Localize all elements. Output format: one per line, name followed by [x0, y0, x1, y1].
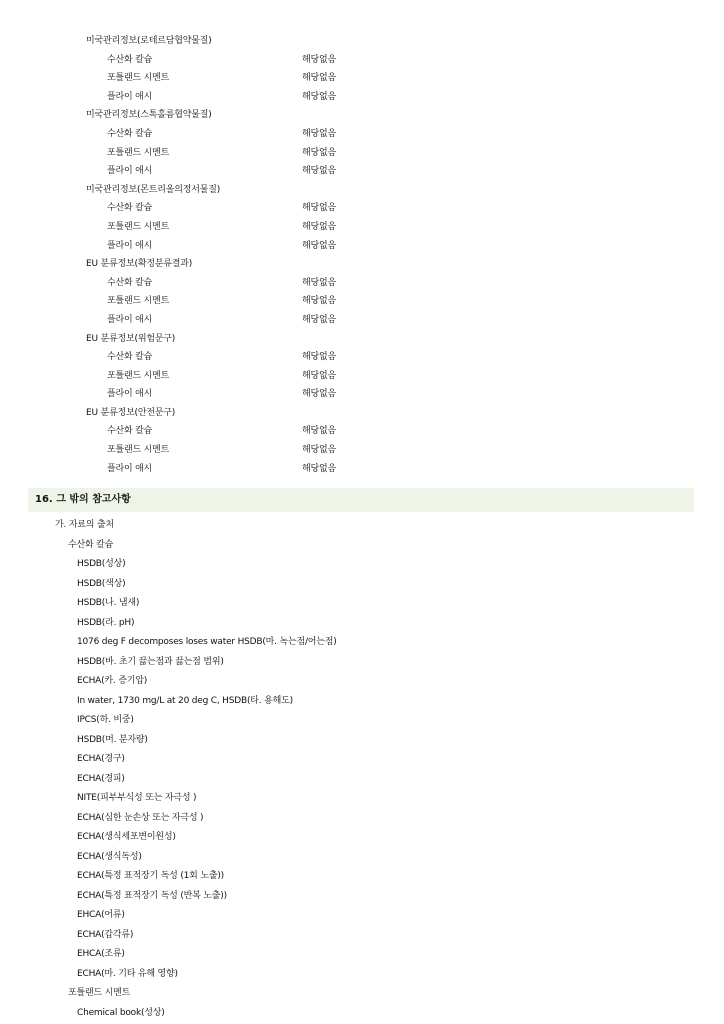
regulatory-row	[0, 51, 724, 70]
regulatory-status: 해당없음	[302, 221, 336, 232]
source-item: ECHA(특정 표적장기 독성 (1회 노출))	[77, 871, 224, 881]
regulatory-block-heading: 미국관리정보(로테르담협약물질)	[86, 36, 212, 46]
source-item: ECHA(경구)	[77, 754, 125, 764]
regulatory-row	[0, 237, 724, 256]
source-item: HSDB(라. pH)	[77, 617, 135, 628]
section-16-title: 16. 그 밖의 참고사항	[35, 494, 131, 505]
regulatory-row	[0, 69, 724, 88]
regulatory-status: 해당없음	[302, 73, 336, 84]
regulatory-block-heading: EU 분류정보(위험문구)	[86, 333, 176, 344]
source-item: IPCS(하. 비중)	[77, 715, 134, 725]
source-item: ECHA(카. 증기압)	[77, 676, 148, 686]
source-item: 1076 deg F decomposes loses water HSDB(마. 녹는점/어는점)	[77, 637, 337, 647]
regulatory-status: 해당없음	[302, 463, 336, 474]
regulatory-block-heading: 미국관리정보(스톡홀름협약물질)	[86, 110, 212, 121]
source-item: In water, 1730 mg/L at 20 deg C, HSDB(타. 용해도)	[77, 695, 293, 706]
regulatory-status: 해당없음	[302, 370, 336, 381]
substance-name: 수산화 칼슘	[107, 277, 153, 288]
substance-name: 수산화 칼슘	[107, 426, 153, 437]
source-item: HSDB(성상)	[77, 559, 126, 569]
regulatory-row	[0, 422, 724, 441]
substance-name: 수산화 칼슘	[107, 128, 153, 139]
regulatory-row	[0, 367, 724, 386]
substance-name: 플라이 애시	[107, 389, 153, 400]
source-list-calcium-hydroxide	[0, 555, 724, 984]
substance-name: 플라이 애시	[107, 314, 153, 325]
regulatory-status: 해당없음	[302, 445, 336, 456]
regulatory-block-heading: EU 분류정보(안전문구)	[86, 407, 176, 418]
substance-name: 포틀랜드 시멘트	[107, 296, 170, 307]
substance-name: 플라이 애시	[107, 91, 153, 102]
references-section	[0, 516, 724, 1023]
source-item: EHCA(조류)	[77, 949, 125, 959]
regulatory-row	[0, 385, 724, 404]
source-list-portland-cement	[0, 1004, 724, 1024]
regulatory-status: 해당없음	[302, 426, 336, 437]
regulatory-block	[0, 106, 724, 180]
source-item: HSDB(머. 분자량)	[77, 734, 148, 745]
regulatory-row	[0, 162, 724, 181]
regulatory-block-heading: EU 분류정보(확정분류결과)	[86, 259, 193, 270]
regulatory-row	[0, 348, 724, 367]
regulatory-status: 해당없음	[302, 128, 336, 139]
regulatory-status: 해당없음	[302, 166, 336, 177]
source-item: ECHA(갑각류)	[77, 929, 134, 940]
source-item: ECHA(심한 눈손상 또는 자극성 )	[77, 812, 204, 823]
source-item: HSDB(바. 초기 끓는점과 끓는점 범위)	[77, 656, 224, 667]
substance-name: 포틀랜드 시멘트	[107, 73, 170, 84]
substance-heading-portland-cement: 포틀랜드 시멘트	[68, 988, 131, 998]
regulatory-block	[0, 32, 724, 106]
section-16-header	[28, 488, 694, 512]
regulatory-status: 해당없음	[302, 54, 336, 65]
regulatory-info-section	[0, 32, 724, 478]
source-item: ECHA(생식독성)	[77, 851, 142, 862]
regulatory-row	[0, 441, 724, 460]
source-item: ECHA(생식세포변이원성)	[77, 832, 176, 842]
substance-name: 포틀랜드 시멘트	[107, 370, 170, 381]
substance-name: 포틀랜드 시멘트	[107, 221, 170, 232]
regulatory-row	[0, 88, 724, 107]
substance-name: 포틀랜드 시멘트	[107, 445, 170, 456]
substance-heading-calcium-hydroxide: 수산화 칼슘	[68, 539, 114, 550]
source-item: HSDB(나. 냄새)	[77, 598, 140, 608]
substance-name: 포틀랜드 시멘트	[107, 147, 170, 158]
source-item: EHCA(어류)	[77, 910, 125, 920]
regulatory-row	[0, 218, 724, 237]
regulatory-status: 해당없음	[302, 352, 336, 363]
substance-name: 수산화 칼슘	[107, 352, 153, 363]
source-item: ECHA(경피)	[77, 773, 125, 784]
source-item: HSDB(색상)	[77, 578, 126, 589]
regulatory-status: 해당없음	[302, 147, 336, 158]
regulatory-status: 해당없음	[302, 296, 336, 307]
regulatory-row	[0, 460, 724, 479]
regulatory-row	[0, 311, 724, 330]
regulatory-status: 해당없음	[302, 203, 336, 214]
regulatory-row	[0, 292, 724, 311]
regulatory-status: 해당없음	[302, 240, 336, 251]
regulatory-block	[0, 330, 724, 404]
regulatory-status: 해당없음	[302, 314, 336, 325]
regulatory-row	[0, 274, 724, 293]
regulatory-row	[0, 125, 724, 144]
regulatory-block	[0, 404, 724, 478]
regulatory-status: 해당없음	[302, 277, 336, 288]
substance-name: 플라이 애시	[107, 240, 153, 251]
source-item: ECHA(마. 기타 유해 영향)	[77, 968, 178, 979]
regulatory-status: 해당없음	[302, 91, 336, 102]
substance-name: 수산화 칼슘	[107, 54, 153, 65]
regulatory-block	[0, 255, 724, 329]
source-item: Chemical book(성상)	[77, 1007, 165, 1018]
source-item: NITE(피부부식성 또는 자극성 )	[77, 793, 197, 803]
source-item: ECHA(특정 표적장기 독성 (반복 노출))	[77, 890, 227, 901]
regulatory-block-heading: 미국관리정보(몬트리올의정서물질)	[86, 184, 221, 195]
regulatory-row	[0, 144, 724, 163]
regulatory-row	[0, 199, 724, 218]
subsection-title: 가. 자료의 출처	[55, 520, 114, 530]
substance-name: 플라이 애시	[107, 166, 153, 177]
regulatory-block	[0, 181, 724, 255]
substance-name: 플라이 애시	[107, 463, 153, 474]
regulatory-status: 해당없음	[302, 389, 336, 400]
substance-name: 수산화 칼슘	[107, 203, 153, 214]
